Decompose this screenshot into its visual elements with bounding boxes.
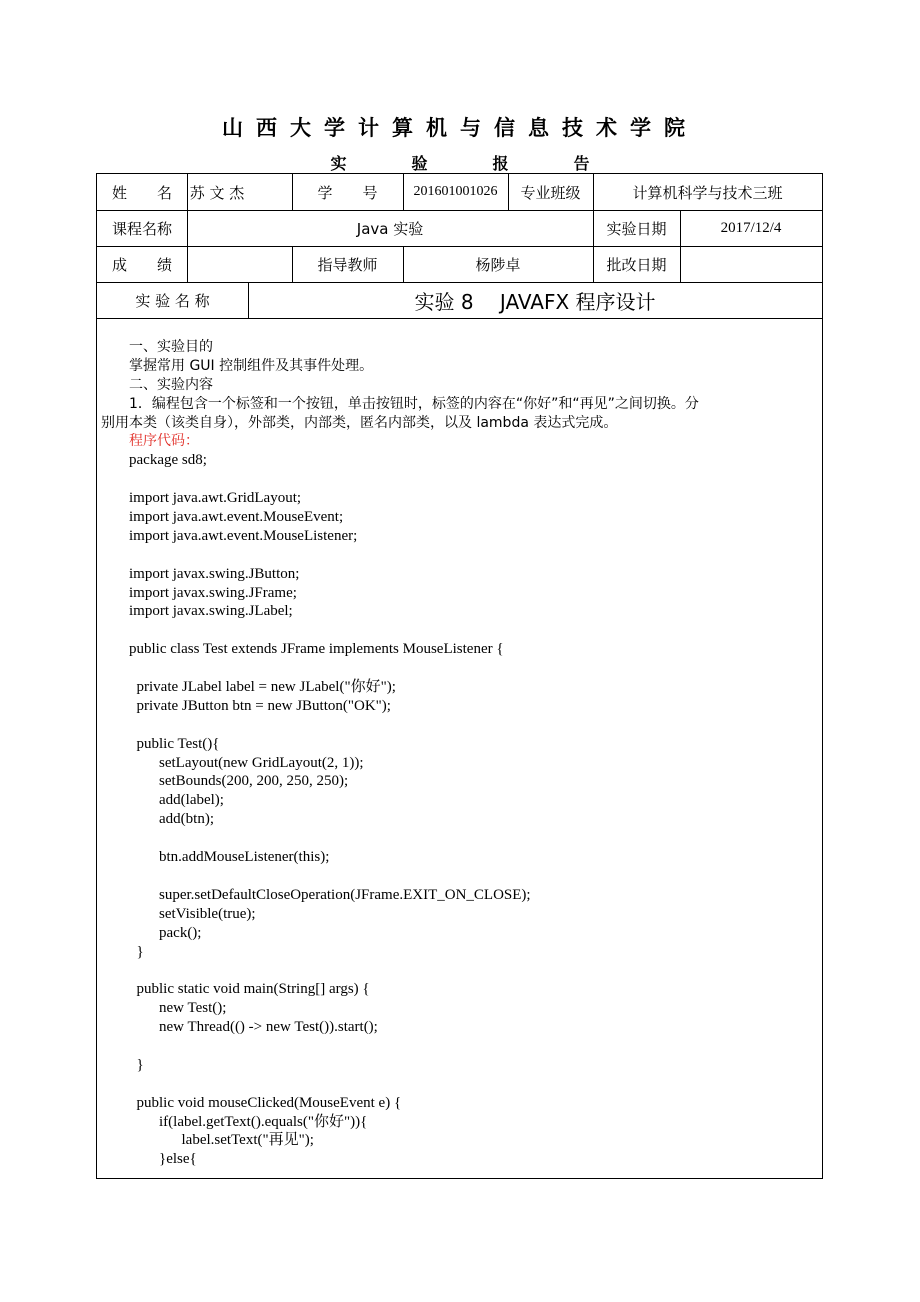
code-line: add(btn); [129, 811, 214, 828]
teacher-label: 指导教师 [317, 255, 378, 274]
code-line: } [129, 943, 144, 960]
review-date-label: 批改日期 [606, 255, 667, 274]
code-line: private JLabel label = new JLabel("你好"); [129, 679, 396, 696]
code-line: add(label); [129, 792, 224, 809]
code-line: if(label.getText().equals("你好")){ [129, 1113, 368, 1130]
code-line: import javax.swing.JLabel; [129, 603, 293, 620]
major-label: 专业班级 [520, 183, 581, 202]
report-char-4: 告 [573, 154, 590, 173]
code-line: private JButton btn = new JButton("OK"); [129, 697, 391, 714]
code-line [129, 716, 819, 735]
code-line: import java.awt.GridLayout; [129, 490, 302, 507]
name-label: 姓 名 [111, 183, 172, 202]
code-line [129, 470, 819, 489]
code-line: super.setDefaultCloseOperation(JFrame.EXIT_ON_CLOSE); [129, 886, 531, 903]
code-line: setBounds(200, 200, 250, 250); [129, 773, 349, 790]
code-line [129, 1037, 819, 1056]
code-line: setVisible(true); [129, 905, 256, 922]
report-content [101, 338, 819, 1169]
code-label: 程序代码： [129, 433, 199, 450]
code-line: public void mouseClicked(MouseEvent e) { [129, 1094, 402, 1111]
report-char-1: 实 [330, 154, 347, 173]
code-line [129, 867, 819, 886]
code-line: }else{ [129, 1151, 197, 1168]
code-line [129, 621, 819, 640]
code-line: label.setText("再见"); [129, 1132, 314, 1149]
code-line: setLayout(new GridLayout(2, 1)); [129, 754, 364, 771]
purpose-text: 掌握常用 GUI 控制组件及其事件处理。 [129, 357, 374, 374]
report-char-3: 报 [492, 154, 509, 173]
code-line: new Test(); [129, 1000, 227, 1017]
code-line: pack(); [129, 924, 202, 941]
date-label: 实验日期 [606, 219, 667, 238]
code-line: public Test(){ [129, 735, 220, 752]
code-block [129, 451, 819, 1169]
task-description-line-2: 别用本类（该类自身），外部类，内部类，匿名内部类，以及 lambda 表达式完成。 [101, 414, 618, 431]
report-title [0, 151, 920, 174]
code-line: new Thread(() -> new Test()).start(); [129, 1019, 378, 1036]
major-value: 计算机科学与技术三班 [632, 183, 783, 202]
task-description-line-1: 1．编程包含一个标签和一个按钮，单击按钮时，标签的内容在“你好”和“再见”之间切换。分 [129, 395, 699, 412]
student-id-label: 学 号 [317, 183, 378, 202]
score-value [187, 246, 292, 282]
experiment-name-value: 实验 8 JAVAFX 程序设计 [414, 289, 656, 314]
section-heading-content: 二、实验内容 [129, 376, 213, 393]
code-line: } [129, 1056, 144, 1073]
code-line: import java.awt.event.MouseEvent; [129, 509, 344, 526]
code-line: public class Test extends JFrame implements MouseListener { [129, 641, 504, 658]
score-label: 成 绩 [111, 255, 172, 274]
code-line: import java.awt.event.MouseListener; [129, 527, 358, 544]
experiment-name-label: 实 验 名 称 [135, 291, 210, 310]
name-value: 苏 文 杰 [189, 183, 245, 202]
teacher-value: 杨陟卓 [475, 255, 521, 274]
review-date-value [680, 246, 822, 282]
date-value: 2017/12/4 [720, 219, 782, 236]
code-line: package sd8; [129, 452, 207, 469]
code-line [129, 1075, 819, 1094]
code-line: public static void main(String[] args) { [129, 981, 370, 998]
course-label: 课程名称 [111, 219, 172, 238]
school-title: 山西大学计算机与信息技术学院 [222, 116, 698, 140]
code-line [129, 659, 819, 678]
code-line: import javax.swing.JFrame; [129, 584, 297, 601]
student-id-value: 201601001026 [413, 184, 498, 199]
code-line [129, 546, 819, 565]
code-line [129, 961, 819, 980]
code-line: btn.addMouseListener(this); [129, 849, 330, 866]
course-value: Java 实验 [356, 219, 424, 238]
row-divider [97, 318, 822, 319]
section-heading-purpose: 一、实验目的 [129, 339, 213, 355]
code-line: import javax.swing.JButton; [129, 565, 300, 582]
report-char-2: 验 [411, 154, 428, 173]
code-line [129, 829, 819, 848]
